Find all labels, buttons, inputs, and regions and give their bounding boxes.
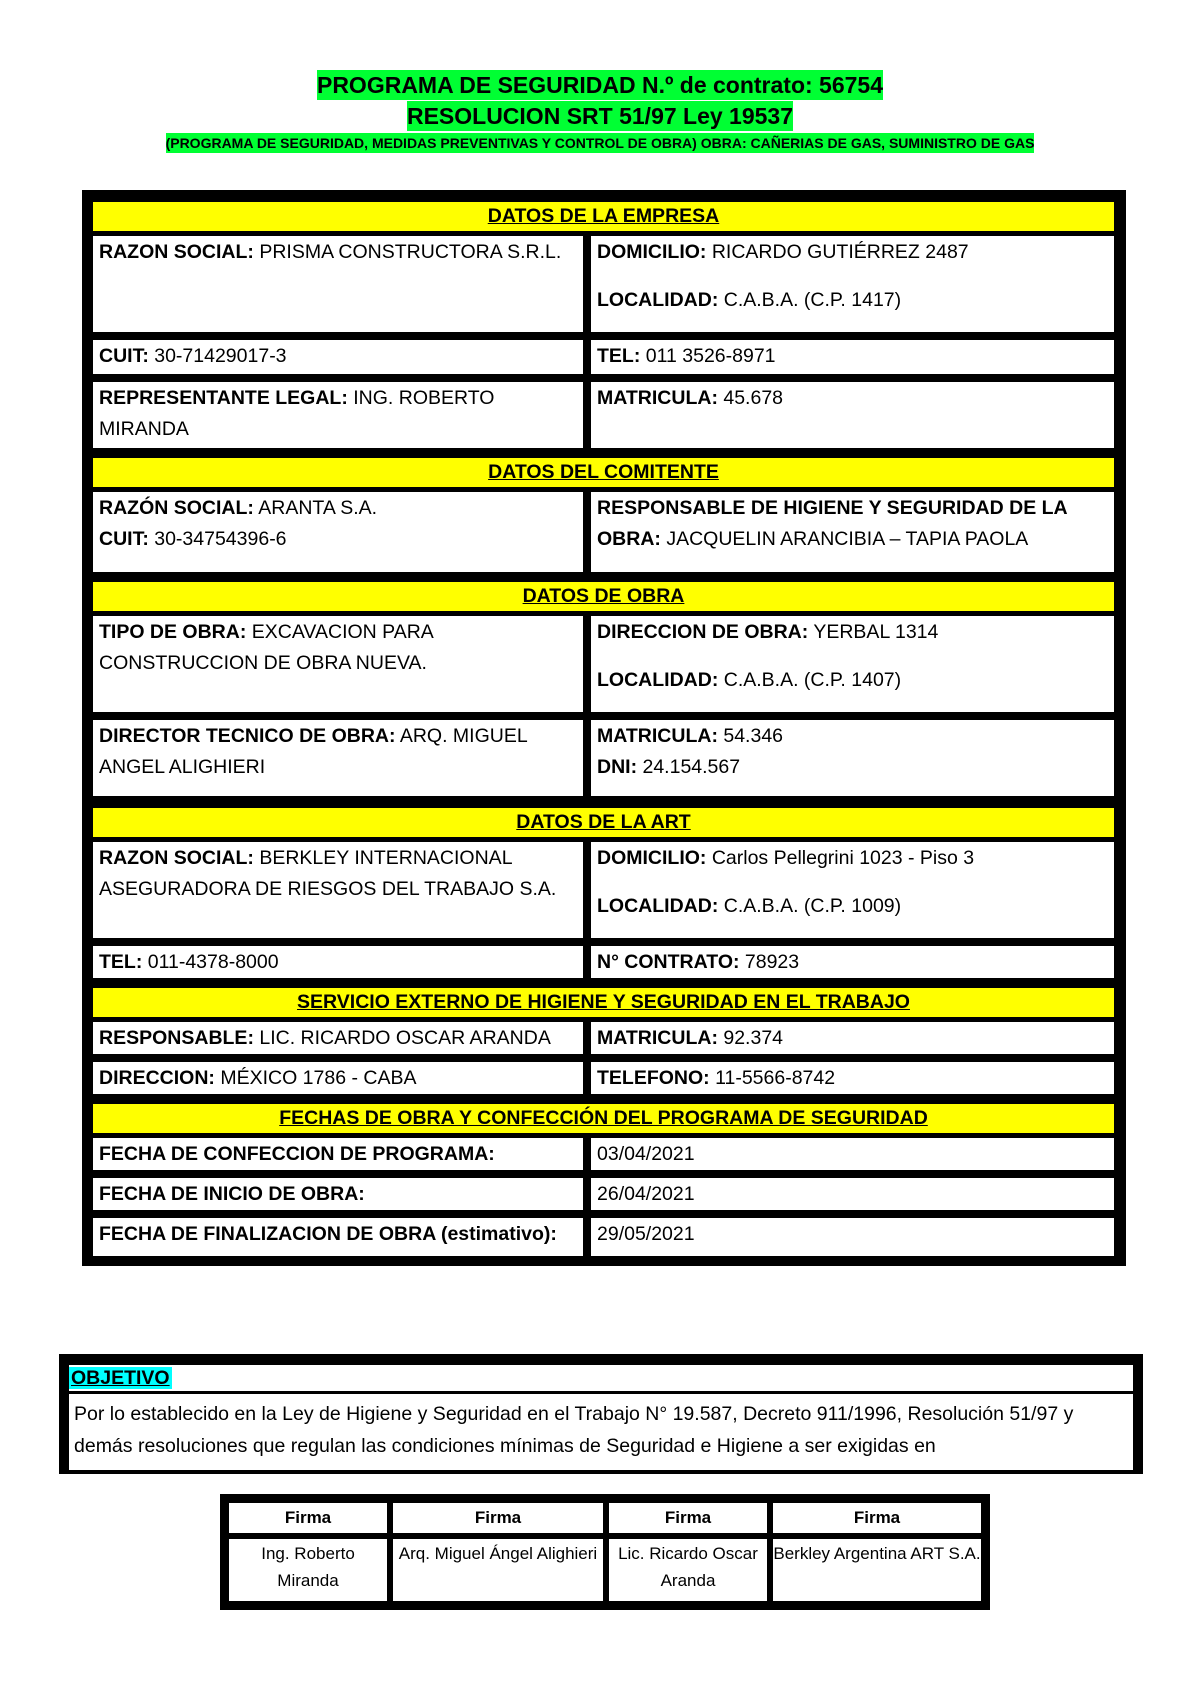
fecha-fin-label-cell: FECHA DE FINALIZACION DE OBRA (estimativo): [93,1218,583,1256]
obra-tipo-cell: TIPO DE OBRA: EXCAVACION PARA CONSTRUCCION DE OBRA NUEVA. [93,616,583,712]
obra-direccion-cell: DIRECCION DE OBRA: YERBAL 1314 LOCALIDAD: C.A.B.A. (C.P. 1407) [591,616,1114,712]
empresa-tel-cell: TEL: 011 3526-8971 [591,340,1114,374]
comitente-razon-cell: RAZÓN SOCIAL: ARANTA S.A. CUIT: 30-34754396-6 [93,492,583,572]
section-obra-title: DATOS DE OBRA [93,582,1114,611]
section-art-title: DATOS DE LA ART [93,808,1114,837]
fecha-confeccion-label-cell: FECHA DE CONFECCION DE PROGRAMA: [93,1138,583,1170]
art-razon-cell: RAZON SOCIAL: BERKLEY INTERNACIONAL ASEGURADORA DE RIESGOS DEL TRABAJO S.A. [93,842,583,938]
document-title: PROGRAMA DE SEGURIDAD N.º de contrato: 56754 [316,72,884,98]
servicio-responsable-cell: RESPONSABLE: LIC. RICARDO OSCAR ARANDA [93,1022,583,1054]
fecha-fin-value-cell: 29/05/2021 [591,1218,1114,1256]
empresa-matricula-cell: MATRICULA: 45.678 [591,382,1114,448]
empresa-razon-cell: RAZON SOCIAL: PRISMA CONSTRUCTORA S.R.L. [93,236,583,332]
servicio-matricula-cell: MATRICULA: 92.374 [591,1022,1114,1054]
fecha-inicio-value-cell: 26/04/2021 [591,1178,1114,1210]
empresa-domicilio-cell: DOMICILIO: RICARDO GUTIÉRREZ 2487 LOCALIDAD: C.A.B.A. (C.P. 1417) [591,236,1114,332]
objetivo-title-cell: OBJETIVO [69,1365,1133,1391]
signature-header-1: Firma [229,1503,387,1533]
servicio-telefono-cell: TELEFONO: 11-5566-8742 [591,1062,1114,1094]
section-servicio-title: SERVICIO EXTERNO DE HIGIENE Y SEGURIDAD EN EL TRABAJO [93,988,1114,1017]
art-tel-cell: TEL: 011-4378-8000 [93,946,583,978]
servicio-direccion-cell: DIRECCION: MÉXICO 1786 - CABA [93,1062,583,1094]
signature-name-4: Berkley Argentina ART S.A. [773,1539,981,1601]
signature-name-1: Ing. Roberto Miranda [229,1539,387,1601]
signature-name-3: Lic. Ricardo Oscar Aranda [609,1539,767,1601]
signature-name-2: Arq. Miguel Ángel Alighieri [393,1539,603,1601]
comitente-responsable-cell: RESPONSABLE DE HIGIENE Y SEGURIDAD DE LA OBRA: JACQUELIN ARANCIBIA – TAPIA PAOLA [591,492,1114,572]
art-domicilio-cell: DOMICILIO: Carlos Pellegrini 1023 - Piso 3 LOCALIDAD: C.A.B.A. (C.P. 1009) [591,842,1114,938]
fecha-inicio-label-cell: FECHA DE INICIO DE OBRA: [93,1178,583,1210]
empresa-representante-cell: REPRESENTANTE LEGAL: ING. ROBERTO MIRANDA [93,382,583,448]
document-resolution: RESOLUCION SRT 51/97 Ley 19537 [406,103,794,129]
signature-header-3: Firma [609,1503,767,1533]
art-contrato-cell: N° CONTRATO: 78923 [591,946,1114,978]
section-comitente-title: DATOS DEL COMITENTE [93,458,1114,487]
document-subtitle: (PROGRAMA DE SEGURIDAD, MEDIDAS PREVENTIVAS Y CONTROL DE OBRA) OBRA: CAÑERIAS DE GAS, SUMINISTRO DE GAS [165,135,1035,151]
empresa-cuit-cell: CUIT: 30-71429017-3 [93,340,583,374]
objetivo-text: Por lo establecido en la Ley de Higiene y Seguridad en el Trabajo N° 19.587, Decreto 911/1996, Resolución 51/97 y demás resoluciones que regulan las condiciones mínimas de Seguridad e Higiene a ser exigidas en [69,1394,1133,1470]
signature-header-4: Firma [773,1503,981,1533]
fecha-confeccion-value-cell: 03/04/2021 [591,1138,1114,1170]
obra-director-cell: DIRECTOR TECNICO DE OBRA: ARQ. MIGUEL ANGEL ALIGHIERI [93,720,583,796]
section-empresa-title: DATOS DE LA EMPRESA [93,202,1114,231]
obra-matricula-cell: MATRICULA: 54.346 DNI: 24.154.567 [591,720,1114,796]
signature-header-2: Firma [393,1503,603,1533]
section-fechas-title: FECHAS DE OBRA Y CONFECCIÓN DEL PROGRAMA DE SEGURIDAD [93,1104,1114,1133]
